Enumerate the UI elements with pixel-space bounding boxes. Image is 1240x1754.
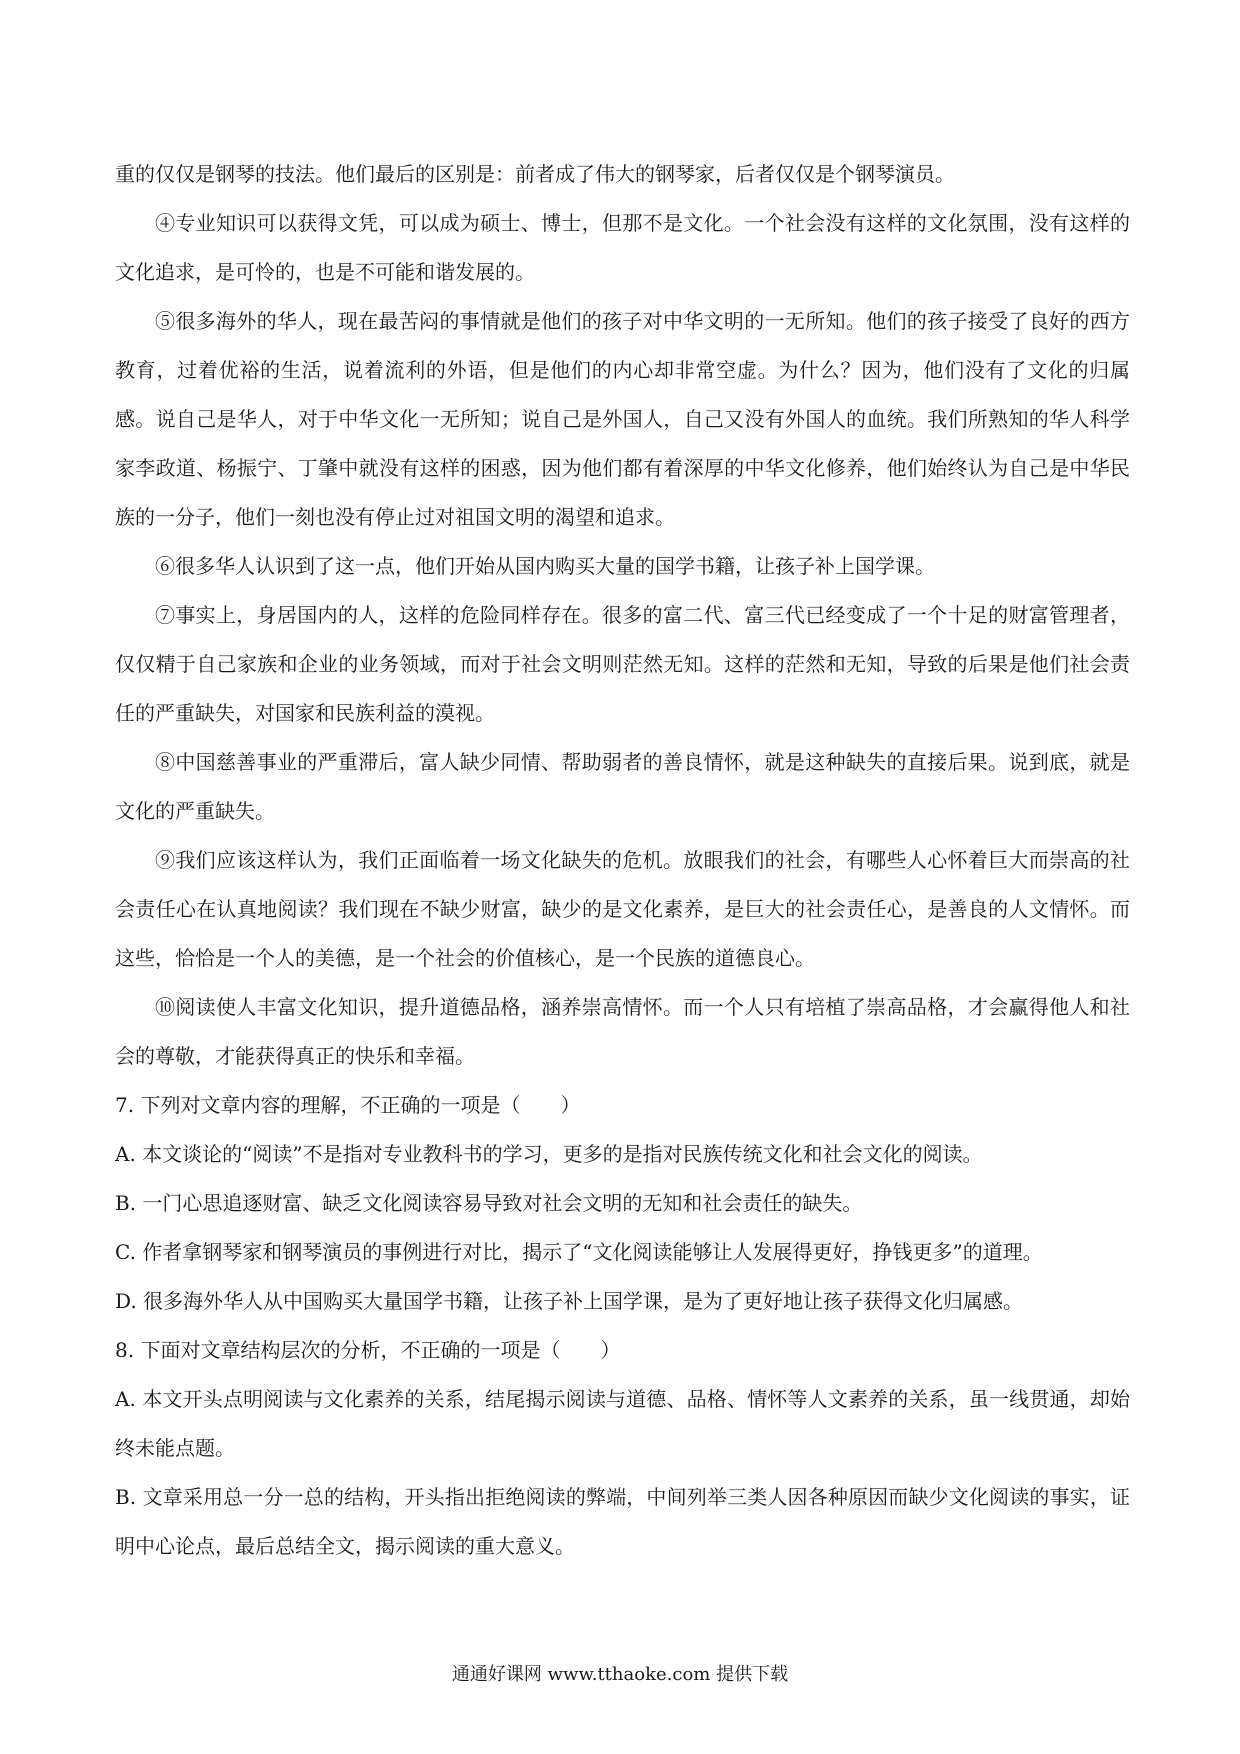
answer-option: B. 文章采用总一分一总的结构，开头指出拒绝阅读的弊端，中间列举三类人因各种原因而缺少文化阅读的事实，证明中心论点，最后总结全文，揭示阅读的重大意义。 <box>115 1485 1130 1558</box>
question-stem: 7. 下列对文章内容的理解，不正确的一项是（ ） <box>115 1093 581 1117</box>
paragraph: 重的仅仅是钢琴的技法。他们最后的区别是：前者成了伟大的钢琴家，后者仅仅是个钢琴演员。 <box>115 162 955 186</box>
page-footer: 通通好课网 www.tthaoke.com 提供下载 <box>451 1664 789 1685</box>
paragraph: ⑥很多华人认识到了这一点，他们开始从国内购买大量的国学书籍，让孩子补上国学课。 <box>155 554 935 578</box>
answer-option: D. 很多海外华人从中国购买大量国学书籍，让孩子补上国学课，是为了更好地让孩子获得文化归属感。 <box>115 1289 1024 1313</box>
paragraph: ④专业知识可以获得文凭，可以成为硕士、博士，但那不是文化。一个社会没有这样的文化氛围，没有这样的文化追求，是可怜的，也是不可能和谐发展的。 <box>115 211 1130 284</box>
paragraph: ⑨我们应该这样认为，我们正面临着一场文化缺失的危机。放眼我们的社会，有哪些人心怀着巨大而崇高的社会责任心在认真地阅读？我们现在不缺少财富，缺少的是文化素养，是巨大的社会责任心，是善良的人文情怀。而这些，恰恰是一个人的美德，是一个社会的价值核心，是一个民族的道德良心。 <box>115 848 1130 970</box>
answer-option: B. 一门心思追逐财富、缺乏文化阅读容易导致对社会文明的无知和社会责任的缺失。 <box>115 1191 863 1215</box>
question-stem: 8. 下面对文章结构层次的分析，不正确的一项是（ ） <box>115 1338 621 1362</box>
paragraph: ⑩阅读使人丰富文化知识，提升道德品格，涵养崇高情怀。而一个人只有培植了崇高品格，才会赢得他人和社会的尊敬，才能获得真正的快乐和幸福。 <box>115 995 1130 1068</box>
document-body <box>115 150 1130 1571</box>
answer-option: C. 作者拿钢琴家和钢琴演员的事例进行对比，揭示了“文化阅读能够让人发展得更好，挣钱更多”的道理。 <box>115 1240 1043 1264</box>
answer-option: A. 本文谈论的“阅读”不是指对专业教科书的学习，更多的是指对民族传统文化和社会文化的阅读。 <box>115 1142 983 1166</box>
paragraph: ⑧中国慈善事业的严重滞后，富人缺少同情、帮助弱者的善良情怀，就是这种缺失的直接后果。说到底，就是文化的严重缺失。 <box>115 750 1130 823</box>
paragraph: ⑤很多海外的华人，现在最苦闷的事情就是他们的孩子对中华文明的一无所知。他们的孩子接受了良好的西方教育，过着优裕的生活，说着流利的外语，但是他们的内心却非常空虚。为什么？因为，他们没有了文化的归属感。说自己是华人，对于中华文化一无所知；说自己是外国人，自己又没有外国人的血统。我们所熟知的华人科学家李政道、杨振宁、丁肇中就没有这样的困惑，因为他们都有着深厚的中华文化修养，他们始终认为自己是中华民族的一分子，他们一刻也没有停止过对祖国文明的渴望和追求。 <box>115 309 1130 529</box>
paragraph: ⑦事实上，身居国内的人，这样的危险同样存在。很多的富二代、富三代已经变成了一个十足的财富管理者，仅仅精于自己家族和企业的业务领域，而对于社会文明则茫然无知。这样的茫然和无知，导致的后果是他们社会责任的严重缺失，对国家和民族利益的漠视。 <box>115 603 1130 725</box>
answer-option: A. 本文开头点明阅读与文化素养的关系，结尾揭示阅读与道德、品格、情怀等人文素养的关系，虽一线贯通，却始终未能点题。 <box>115 1387 1130 1460</box>
